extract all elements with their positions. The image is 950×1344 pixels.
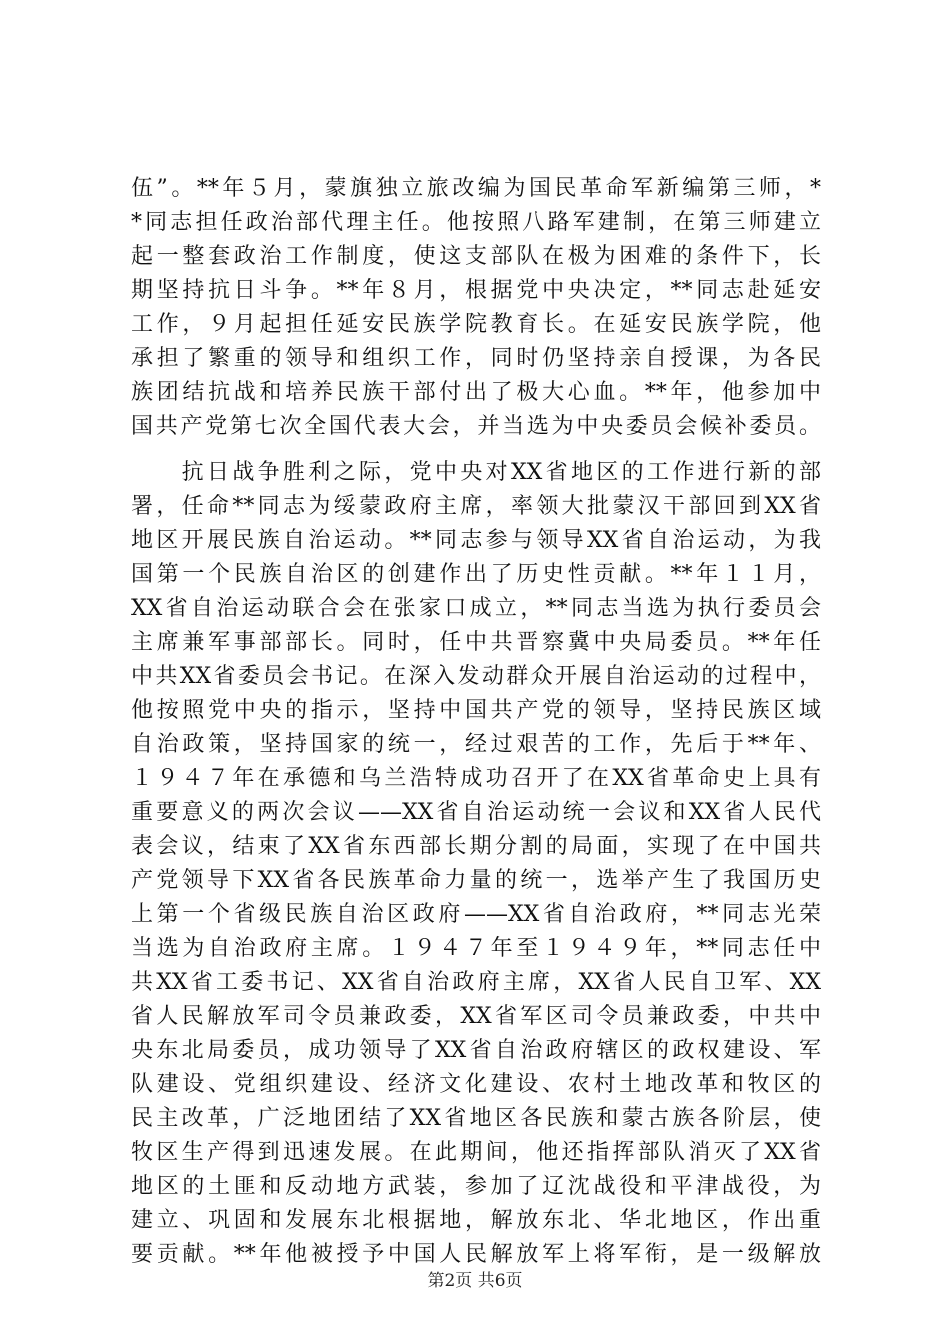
text-line: 主席兼军事部部长。同时，任中共晋察冀中央局委员。**年任 [131,630,821,655]
text-line: 族团结抗战和培养民族干部付出了极大心血。**年，他参加中 [131,380,821,405]
text-line: １９４７年在承德和乌兰浩特成功召开了在XX省革命史上具有 [131,766,821,791]
text-line: 伍”。**年５月，蒙旗独立旅改编为国民革命军新编第三师，* [131,176,821,201]
text-line: 工作，９月起担任延安民族学院教育长。在延安民族学院，他 [131,312,821,337]
text-line: 自治政策，坚持国家的统一，经过艰苦的工作，先后于**年、 [131,732,821,757]
text-line: 民主改革，广泛地团结了XX省地区各民族和蒙古族各阶层，使 [131,1106,821,1131]
text-line: 国第一个民族自治区的创建作出了历史性贡献。**年１１月， [131,562,821,587]
text-line: 国共产党第七次全国代表大会，并当选为中央委员会候补委员。 [131,414,821,439]
text-line: 牧区生产得到迅速发展。在此期间，他还指挥部队消灭了XX省 [131,1140,821,1165]
text-line: 共XX省工委书记、XX省自治政府主席，XX省人民自卫军、XX [131,970,821,995]
text-line: 起一整套政治工作制度，使这支部队在极为困难的条件下，长 [131,244,821,269]
text-line: 要贡献。**年他被授予中国人民解放军上将军衔，是一级解放 [131,1242,821,1267]
body-paragraph-1 [131,172,821,444]
text-line: 中共XX省委员会书记。在深入发动群众开展自治运动的过程中， [131,664,821,689]
text-line: 署，任命**同志为绥蒙政府主席，率领大批蒙汉干部回到XX省 [131,494,821,519]
text-line: 产党领导下XX省各民族革命力量的统一，选举产生了我国历史 [131,868,821,893]
text-line: 地区开展民族自治运动。**同志参与领导XX省自治运动，为我 [131,528,821,553]
body-paragraph-2 [131,456,821,1272]
text-line: 当选为自治政府主席。１９４７年至１９４９年，**同志任中 [131,936,821,961]
text-line: 他按照党中央的指示，坚持中国共产党的领导，坚持民族区域 [131,698,821,723]
text-line: 队建设、党组织建设、经济文化建设、农村土地改革和牧区的 [131,1072,821,1097]
text-line: XX省自治运动联合会在张家口成立，**同志当选为执行委员会 [131,596,821,621]
text-line: 重要意义的两次会议——XX省自治运动统一会议和XX省人民代 [131,800,821,825]
text-line: 抗日战争胜利之际，党中央对XX省地区的工作进行新的部 [131,460,821,485]
text-line: 期坚持抗日斗争。**年８月，根据党中央决定，**同志赴延安 [131,278,821,303]
text-line: 上第一个省级民族自治区政府——XX省自治政府，**同志光荣 [131,902,821,927]
text-line: *同志担任政治部代理主任。他按照八路军建制，在第三师建立 [131,210,821,235]
text-line: 央东北局委员，成功领导了XX省自治政府辖区的政权建设、军 [131,1038,821,1063]
text-line: 地区的土匪和反动地方武装，参加了辽沈战役和平津战役，为 [131,1174,821,1199]
text-line: 承担了繁重的领导和组织工作，同时仍坚持亲自授课，为各民 [131,346,821,371]
page-footer: 第2页 共6页 [427,1271,523,1291]
text-line: 建立、巩固和发展东北根据地，解放东北、华北地区，作出重 [131,1208,821,1233]
text-line: 表会议，结束了XX省东西部长期分割的局面，实现了在中国共 [131,834,821,859]
text-line: 省人民解放军司令员兼政委，XX省军区司令员兼政委，中共中 [131,1004,821,1029]
